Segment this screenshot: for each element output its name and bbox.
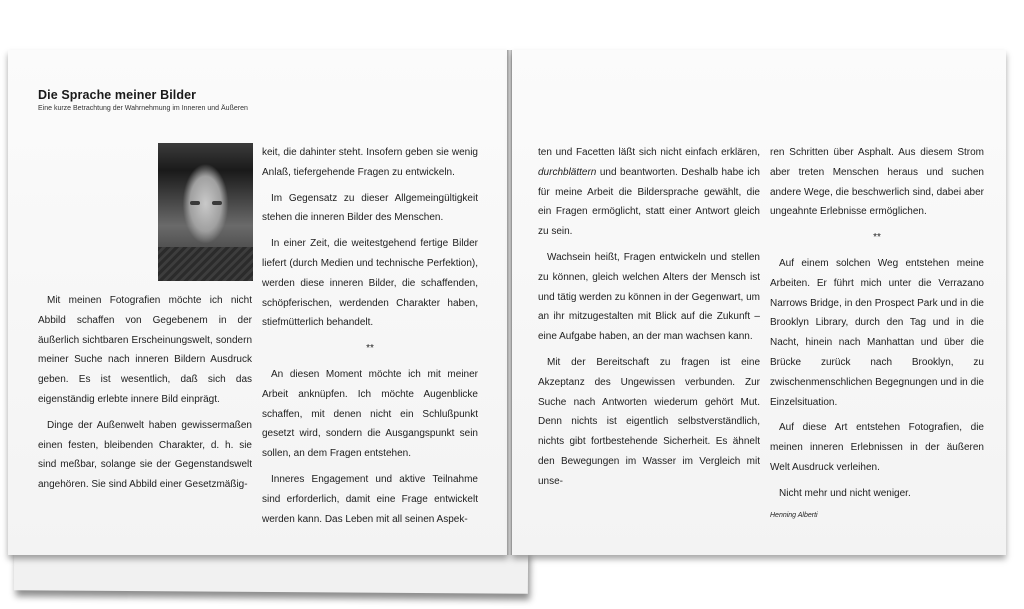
paragraph: ren Schritten über Asphalt. Aus diesem Strom aber treten Menschen heraus und suchen andere Wege, die beschwerlich sind, dabei aber ungeahnte Erlebnisse ermöglichen. [770,147,984,218]
portrait-eye-right [212,201,222,205]
right-page [512,50,1006,555]
text-column-4 [770,143,984,528]
paragraph: Im Gegensatz zu dieser Allgemeingültigkeit stehen die inneren Bilder des Menschen. [262,192,478,224]
section-separator: ** [873,232,881,244]
portrait-eye-left [190,201,200,205]
paragraph: Mit der Bereitschaft zu fragen ist eine Akzeptanz des Ungewissen verbunden. Zur Suche nach Antworten wiederum gehört Mut. Denn nichts ist eigentlich selbstverständlich, nichts gibt fortbestehende Sicherheit. Es ähnelt den Bewegungen im Wasser im Vergleich mit unse- [538,356,760,487]
portrait-photo [158,143,253,281]
emphasis-text: durchblättern [538,166,597,178]
paragraph: An diesen Moment möchte ich mit meiner Arbeit anknüpfen. Ich möchte Augenblicke schaffen, mit denen nicht ein Schlußpunkt gesetzt wird, sondern die Ausgangspunkt sein sollen, an dem Fragen entstehen. [262,368,478,460]
paragraph: keit, die dahinter steht. Insofern geben sie wenig Anlaß, tiefergehende Fragen zu entwickeln. [262,147,478,178]
text-column-1 [38,291,252,501]
paragraph-text: ten und Facetten läßt sich nicht einfach erklären, [538,147,760,158]
paragraph: Dinge der Außenwelt haben gewissermaßen einen festen, bleibenden Charakter, d. h. sie sind meßbar, solange sie der Gegenstandswelt angehören. Sie sind Abbild einer Gesetzmäßig- [38,419,252,491]
section-separator: ** [366,343,374,355]
article-title: Die Sprache meiner Bilder [38,88,197,102]
author-signature: Henning Alberti [770,511,818,519]
paragraph: Auf einem solchen Weg entstehen meine Arbeiten. Er führt mich unter die Verrazano Narrows Bridge, in den Prospect Park und in die Brooklyn Library, durch den Tag und in die Nacht, hinein nach Manhattan und über die Brücke zurück nach Brooklyn, zu zwischenmenschlichen Begegnungen und in die Einzelsituation. [770,257,984,408]
text-column-3 [538,143,760,498]
portrait-shirt [158,247,253,281]
paragraph-text: und beantworten. Deshalb habe ich für meine Arbeit die Bildersprache gewählt, die ein Fragen ermöglicht, statt einer Antwort gleich zu sein. [538,166,760,238]
paragraph: Auf diese Art entstehen Fotografien, die meinen inneren Erlebnissen in der äußeren Welt Ausdruck verleihen. [770,422,984,473]
paragraph [538,143,760,242]
paragraph: Wachsein heißt, Fragen entwickeln und stellen zu können, gleich welchen Alters der Mensch ist und tätig werden zu können in der Gegenwart, um an ihr mitzugestalten mit Blick auf die Zukunft – eine Aufgabe haben, an der man wachsen kann. [538,251,760,343]
paragraph: Nicht mehr und nicht weniger. [779,487,911,499]
paragraph: Inneres Engagement und aktive Teilnahme sind erforderlich, damit eine Frage entwickelt werden kann. Das Leben mit all seinen Aspek- [262,473,478,525]
text-column-2 [262,143,478,535]
paragraph: In einer Zeit, die weitestgehend fertige Bilder liefert (durch Medien und technische Perfektion), werden diese inneren Bilder, die schaffenden, schöpferischen, werdenden Charakter haben, stiefmütterlich behandelt. [262,238,478,329]
left-page [8,50,508,555]
article-subtitle: Eine kurze Betrachtung der Wahrnehmung im Inneren und Äußeren [38,105,248,112]
paragraph: Mit meinen Fotografien möchte ich nicht Abbild schaffen von Gegebenem in der äußerlich sichtbaren Erscheinungswelt, sondern meiner Suche nach inneren Bildern Ausdruck geben. Es ist wesentlich, daß sich das eigenständig erlebte innere Bild einprägt. [38,295,252,405]
